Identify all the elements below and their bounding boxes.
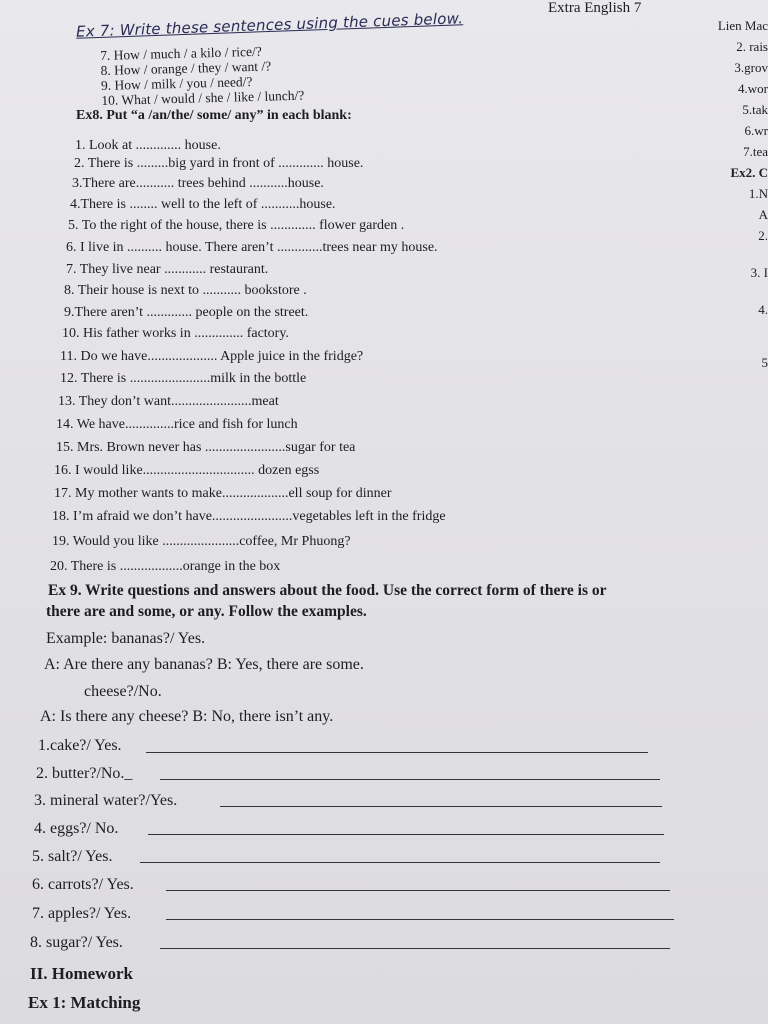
list-item: 5. To the right of the house, there is ............. flower garden .	[68, 218, 405, 233]
side-text: 2.	[758, 228, 768, 243]
list-item: 18. I’m afraid we don’t have.......................vegetables left in the fridge	[52, 509, 446, 524]
side-text: 5	[761, 355, 768, 370]
side-text: A	[758, 207, 768, 222]
list-item: 15. Mrs. Brown never has .......................sugar for tea	[56, 440, 356, 455]
side-text: 6.wr	[744, 123, 768, 138]
ex8-title: Ex8. Put “a /an/the/ some/ any” in each blank:	[76, 108, 352, 123]
list-item: 10. What / would / she / like / lunch/?	[101, 87, 305, 108]
ex9-example-answer: A: Are there any bananas? B: Yes, there are some.	[44, 656, 364, 673]
list-item: 8. How / orange / they / want /?	[100, 58, 272, 78]
adjacent-page-column	[698, 18, 768, 376]
ex7-list	[100, 43, 304, 108]
side-text: 7.tea	[743, 144, 768, 159]
side-text: 3.grov	[734, 60, 768, 75]
list-item: 11. Do we have.................... Apple juice in the fridge?	[60, 349, 364, 364]
list-item: 6. carrots?/ Yes.	[32, 876, 134, 893]
list-item: 3.There are........... trees behind ...........house.	[72, 176, 324, 191]
list-item: 2. There is .........big yard in front of ............. house.	[74, 156, 364, 171]
side-text: 4.	[758, 302, 768, 317]
answer-line[interactable]	[166, 890, 670, 891]
list-item: 4. eggs?/ No.	[34, 820, 119, 837]
list-item: 17. My mother wants to make...................ell soup for dinner	[54, 486, 392, 501]
side-text: 4.wor	[738, 81, 768, 96]
ex9-example2-cue: cheese?/No.	[84, 683, 162, 700]
list-item: 5. salt?/ Yes.	[32, 848, 113, 865]
list-item: 9.There aren’t ............. people on the street.	[64, 305, 309, 320]
homework-title: II. Homework	[30, 964, 133, 983]
ex7-handwritten-title: Ex 7: Write these sentences using the cues below.	[75, 9, 464, 41]
side-text: 5.tak	[742, 102, 768, 117]
ex9-example-label: Example: bananas?/ Yes.	[46, 630, 206, 647]
answer-line[interactable]	[220, 806, 662, 807]
list-item: 7. apples?/ Yes.	[32, 905, 132, 922]
list-item: 16. I would like................................ dozen egss	[54, 463, 320, 478]
list-item: 3. mineral water?/Yes.	[34, 792, 178, 809]
answer-line[interactable]	[148, 834, 664, 835]
list-item: 14. We have..............rice and fish for lunch	[56, 417, 298, 432]
ex9-title-line2: there are and some, or any. Follow the examples.	[46, 603, 367, 620]
answer-line[interactable]	[160, 779, 660, 780]
list-item: 1.cake?/ Yes.	[38, 737, 122, 754]
list-item: 7. They live near ............ restaurant.	[66, 262, 269, 277]
answer-line[interactable]	[166, 919, 674, 920]
side-text: Ex2. C	[730, 165, 768, 180]
list-item: 9. How / milk / you / need/?	[100, 74, 253, 93]
homework-ex1-title: Ex 1: Matching	[28, 993, 141, 1012]
list-item: 12. There is .......................milk in the bottle	[60, 371, 307, 386]
answer-line[interactable]	[146, 752, 648, 753]
ex9-title-line1: Ex 9. Write questions and answers about the food. Use the correct form of there is or	[48, 582, 607, 599]
list-item: 4.There is ........ well to the left of ...........house.	[70, 197, 336, 212]
answer-line[interactable]	[140, 862, 660, 863]
header-title: Extra English 7	[548, 0, 642, 16]
list-item: 7. How / much / a kilo / rice/?	[100, 43, 262, 63]
list-item: 13. They don’t want.......................meat	[58, 394, 279, 409]
list-item: 1. Look at ............. house.	[75, 138, 221, 153]
list-item: 20. There is ..................orange in the box	[50, 559, 281, 574]
side-text: 3. I	[750, 265, 768, 280]
answer-line[interactable]	[160, 948, 670, 949]
list-item: 8. Their house is next to ........... bookstore .	[64, 283, 307, 298]
side-text: 1.N	[748, 186, 768, 201]
list-item: 19. Would you like ......................coffee, Mr Phuong?	[52, 534, 351, 549]
side-text: Lien Mac	[717, 18, 768, 33]
list-item: 2. butter?/No._	[36, 765, 133, 782]
side-text: 2. rais	[736, 39, 768, 54]
ex9-example2-answer: A: Is there any cheese? B: No, there isn’t any.	[40, 708, 334, 725]
list-item: 10. His father works in .............. factory.	[62, 326, 289, 341]
list-item: 8. sugar?/ Yes.	[30, 934, 123, 951]
list-item: 6. I live in .......... house. There aren’t .............trees near my house.	[66, 240, 438, 255]
